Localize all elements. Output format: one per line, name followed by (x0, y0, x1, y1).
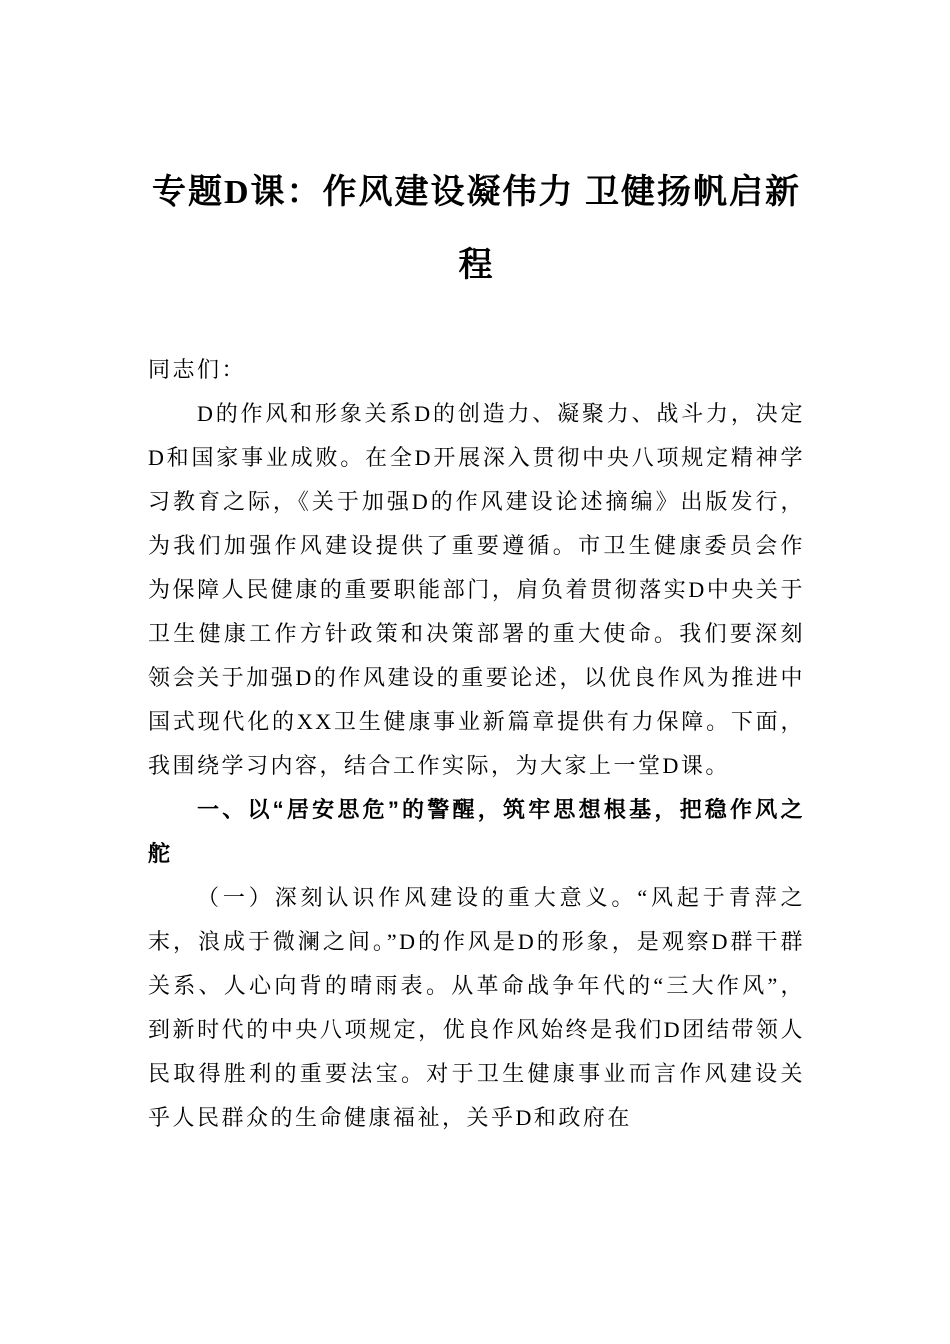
document-title: 专题D课：作风建设凝伟力 卫健扬帆启新程 (151, 174, 802, 284)
section-1-paragraph: （一）深刻认识作风建设的重大意义。“风起于青萍之末，浪成于微澜之间。”D的作风是D的形象，是观察D群干群关系、人心向背的晴雨表。从革命战争年代的“三大作风”，到新时代的中央八项规定，优良作风始终是我们D团结带领人民取得胜利的重要法宝。对于卫生健康事业而言作风建设关乎人民群众的生命健康福祉，关乎D和政府在 (148, 885, 805, 1130)
section-1-heading: 一、以“居安思危”的警醒，筑牢思想根基，把稳作风之舵 (148, 797, 805, 866)
salutation: 同志们： (148, 357, 247, 382)
intro-paragraph: D的作风和形象关系D的创造力、凝聚力、战斗力，决定D和国家事业成败。在全D开展深入贯彻中央八项规定精神学习教育之际，《关于加强D的作风建设论述摘编》出版发行，为我们加强作风建设提供了重要遵循。市卫生健康委员会作为保障人民健康的重要职能部门，肩负着贯彻落实D中央关于卫生健康工作方针政策和决策部署的重大使命。我们要深刻领会关于加强D的作风建设的重要论述，以优良作风为推进中国式现代化的XX卫生健康事业新篇章提供有力保障。下面，我围绕学习内容，结合工作实际，为大家上一堂D课。 (148, 401, 805, 778)
